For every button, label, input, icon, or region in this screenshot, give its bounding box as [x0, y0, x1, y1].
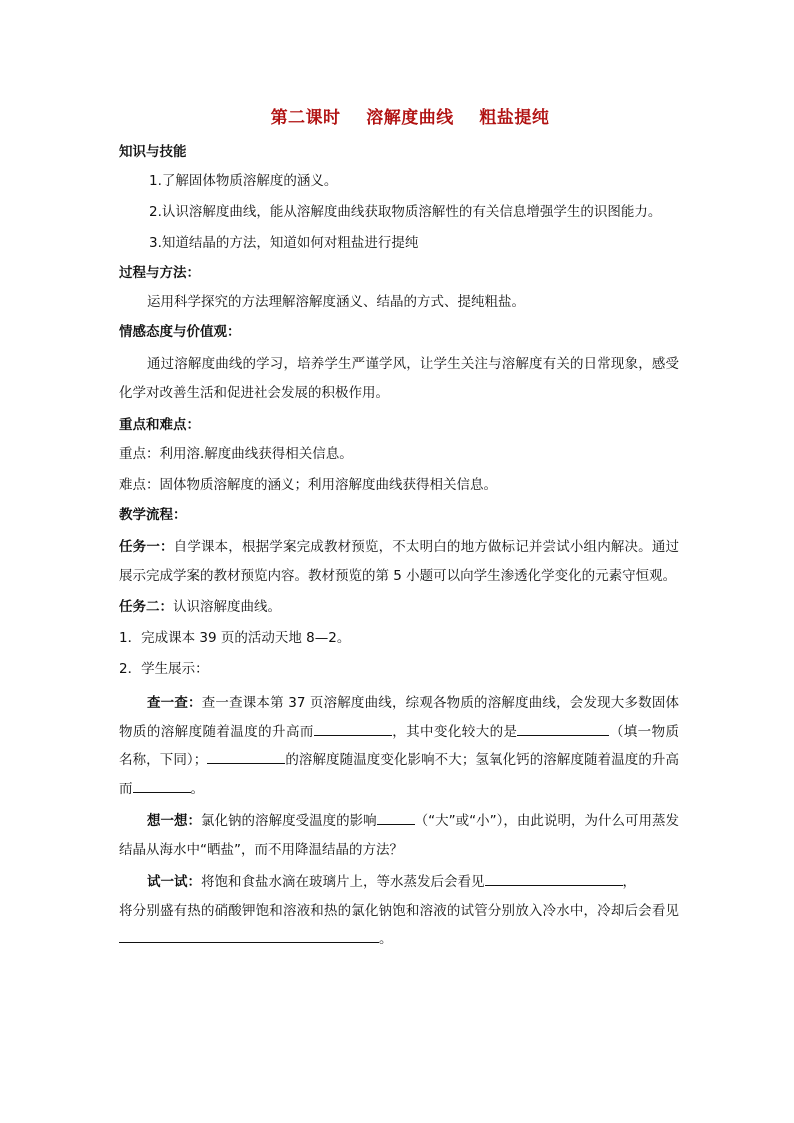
try-text-1: 将饱和食盐水滴在玻璃片上，等水蒸发后会看见 — [201, 874, 485, 890]
task2-text: 认识溶解度曲线。 — [173, 599, 281, 615]
task1-label: 任务一： — [119, 539, 174, 555]
keypoint-difficult: 难点：固体物质溶解度的涵义；利用溶解度曲线获得相关信息。 — [119, 477, 497, 493]
blank-calcium-hydroxide[interactable] — [133, 778, 191, 793]
blank-large-change[interactable] — [517, 721, 609, 736]
knowledge-item-1: 1.了解固体物质溶解度的涵义。 — [149, 173, 338, 189]
blank-small-change[interactable] — [207, 749, 285, 764]
try-text-3: 将分别盛有热的硝酸钾饱和溶液和热的氯化钠饱和溶液的试管分别放入冷水中，冷却后会看见 — [119, 902, 679, 919]
task1-paragraph — [119, 533, 679, 590]
check-text-2: ，其中变化较大的是 — [391, 723, 518, 740]
keypoints-heading: 重点和难点： — [119, 417, 200, 433]
task2-label: 任务二： — [119, 599, 173, 615]
blank-cooling-result[interactable] — [119, 928, 379, 943]
step-2: 2．学生展示： — [119, 661, 209, 677]
check-paragraph — [119, 689, 679, 803]
think-text-2: （“大”或“小”），由此说明，为什么可用蒸发结晶从海水中“晒盐”，而不用降温结晶的方法？ — [119, 813, 679, 858]
blank-trend[interactable] — [314, 721, 392, 736]
try-paragraph — [119, 868, 679, 897]
blank-evaporation-result[interactable] — [485, 871, 623, 886]
think-text-1: 氯化钠的溶解度受温度的影响 — [201, 813, 377, 829]
emotion-text: 通过溶解度曲线的学习，培养学生严谨学风，让学生关注与溶解度有关的日常现象，感受化学对改善生活和促进社会发展的积极作用。 — [119, 356, 679, 401]
think-paragraph — [119, 807, 679, 864]
task2-paragraph — [119, 596, 679, 618]
blank-nacl-effect[interactable] — [377, 810, 415, 825]
keypoint-key: 重点：利用溶.解度曲线获得相关信息。 — [119, 446, 353, 462]
emotion-heading: 情感态度与价值观： — [119, 324, 241, 340]
check-text-5: 。 — [190, 780, 204, 797]
check-text-3: （填一物质名称，下同）； — [119, 723, 680, 768]
try-label: 试一试： — [147, 874, 201, 890]
try-text-2: ， — [622, 874, 636, 890]
check-text-4: 的溶解度随温度变化影响不大；氢氧化钙的溶解度随着温度的升高而 — [119, 752, 680, 797]
check-label: 查一查： — [147, 695, 202, 711]
knowledge-heading: 知识与技能 — [119, 144, 187, 160]
flow-heading: 教学流程： — [119, 507, 187, 523]
knowledge-item-3: 3.知道结晶的方法，知道如何对粗盐进行提纯 — [149, 235, 419, 251]
process-text: 运用科学探究的方法理解溶解度涵义、结晶的方式、提纯粗盐。 — [147, 294, 525, 310]
task1-text: 自学课本，根据学案完成教材预览，不太明白的地方做标记并尝试小组内解决。通过展示完成学案的教材预览内容。教材预览的第 5 小题可以向学生渗透化学变化的元素守恒观。 — [119, 539, 680, 584]
try-paragraph-2 — [119, 897, 679, 954]
page-title: 第二课时 溶解度曲线 粗盐提纯 — [270, 108, 550, 128]
step-1: 1．完成课本 39 页的活动天地 8—2。 — [119, 630, 351, 646]
knowledge-item-2: 2.认识溶解度曲线，能从溶解度曲线获取物质溶解性的有关信息增强学生的识图能力。 — [149, 204, 662, 220]
process-heading: 过程与方法： — [119, 265, 200, 281]
document-page — [119, 104, 679, 958]
try-text-4: 。 — [379, 931, 393, 947]
check-text-1: 查一查课本第 37 页溶解度曲线，综观各物质的溶解度曲线，会发现大多数固体物质的溶解度随着温度的升高而 — [119, 695, 680, 740]
think-label: 想一想： — [147, 813, 202, 829]
